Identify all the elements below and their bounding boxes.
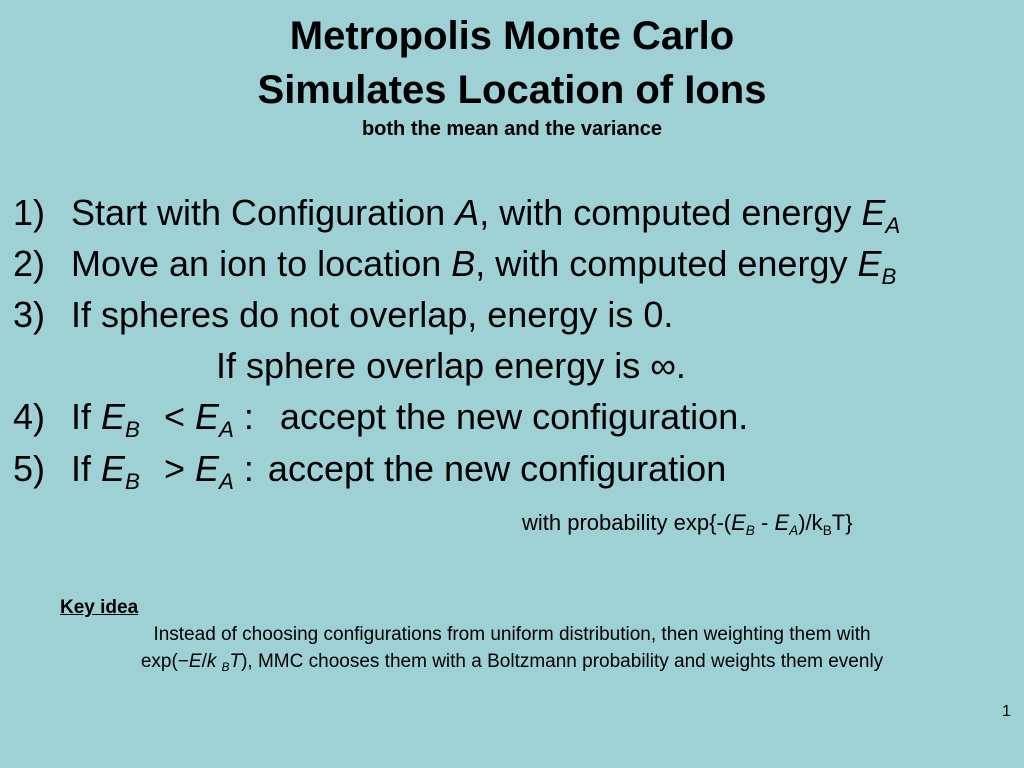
step-text	[71, 448, 727, 494]
step-text-mid: , with computed energy	[475, 243, 858, 284]
energy-symbol: E	[774, 510, 790, 535]
if-word: If	[71, 396, 102, 437]
step-number: 2)	[13, 243, 46, 284]
energy-symbol: E	[101, 448, 126, 489]
energy-symbol: E	[857, 243, 882, 284]
boltzmann-subscript: B	[822, 522, 832, 538]
boltzmann-subscript: B	[221, 661, 230, 675]
minus-sign: -	[754, 510, 775, 535]
energy-subscript: B	[125, 416, 140, 442]
step-number: 4)	[13, 396, 46, 437]
step-text-pre: Start with Configuration	[71, 192, 456, 233]
energy-subscript: A	[219, 416, 234, 442]
comparison-operator: >	[163, 448, 185, 489]
exp-prefix: exp(−	[140, 651, 189, 672]
energy-symbol: E	[731, 510, 746, 535]
if-word: If	[71, 448, 102, 489]
step-text	[71, 243, 897, 289]
step-action: accept the new configuration	[267, 448, 727, 489]
step-text: If spheres do not overlap, energy is 0.	[71, 294, 674, 335]
key-idea-heading: Key idea	[60, 597, 139, 618]
page-number: 1	[1002, 703, 1011, 720]
energy-symbol: E	[101, 396, 126, 437]
temperature-symbol: T	[229, 651, 242, 672]
key-idea-line2	[0, 651, 1024, 673]
step-action: accept the new configuration.	[279, 396, 749, 437]
energy-subscript: A	[789, 522, 799, 538]
key-idea-rest: ), MMC chooses them with a Boltzmann probability and weights them evenly	[241, 651, 884, 672]
colon: :	[243, 396, 254, 437]
energy-symbol: E	[188, 651, 202, 672]
step-text	[71, 396, 749, 442]
slash: /	[201, 651, 207, 672]
config-label: A	[455, 192, 480, 233]
prob-prefix: with probability exp{-(	[522, 510, 732, 535]
energy-symbol: E	[194, 448, 219, 489]
step-text	[71, 192, 901, 238]
step-3-continuation: If sphere overlap energy is ∞.	[216, 345, 686, 386]
prob-suffix: T}	[831, 510, 853, 535]
step-text-pre: Move an ion to location	[71, 243, 452, 284]
slide-subtitle: both the mean and the variance	[361, 118, 663, 140]
step-text-mid: , with computed energy	[479, 192, 862, 233]
key-idea-line1: Instead of choosing configurations from uniform distribution, then weighting them with	[153, 624, 871, 645]
colon: :	[243, 448, 254, 489]
prob-divide: )/k	[798, 510, 823, 535]
energy-symbol: E	[861, 192, 886, 233]
energy-subscript: A	[885, 212, 901, 238]
config-label: B	[451, 243, 476, 284]
energy-subscript: B	[125, 468, 140, 494]
boltzmann-symbol: k	[206, 651, 217, 672]
acceptance-probability	[522, 510, 853, 536]
energy-symbol: E	[194, 396, 219, 437]
step-number: 3)	[13, 294, 46, 335]
energy-subscript: B	[745, 522, 755, 538]
energy-subscript: B	[881, 263, 897, 289]
comparison-operator: <	[163, 396, 185, 437]
slide-title-line2: Simulates Location of Ions	[257, 68, 767, 112]
step-number: 5)	[13, 448, 46, 489]
step-number: 1)	[13, 192, 46, 233]
energy-subscript: A	[219, 468, 234, 494]
slide-title-line1: Metropolis Monte Carlo	[289, 14, 735, 58]
